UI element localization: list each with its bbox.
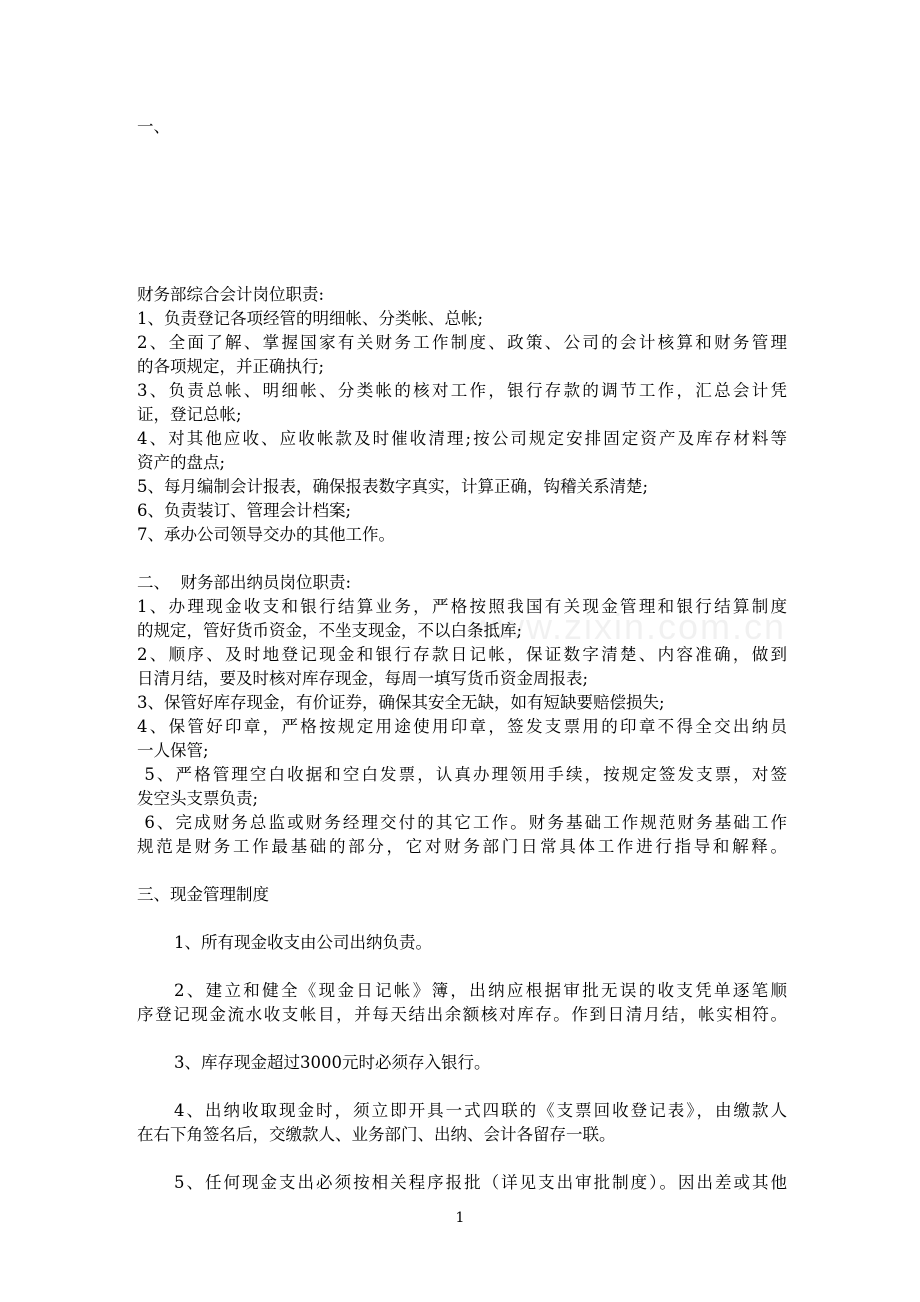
- section-3-line: 1、所有现金收支由公司出纳负责。: [174, 933, 432, 952]
- section-2-line: 2、顺序、及时地登记现金和银行存款日记帐，保证数字清楚、内容准确，做到: [137, 645, 787, 664]
- section-2-line: 3、保管好库存现金，有价证券，确保其安全无缺，如有短缺要赔偿损失;: [137, 693, 665, 712]
- section-2-title: 二、 财务部出纳员岗位职责:: [137, 573, 352, 592]
- section-1-line: 5、每月编制会计报表，确保报表数字真实，计算正确，钩稽关系清楚;: [137, 477, 649, 496]
- section-1-line: 证，登记总帐;: [137, 405, 242, 424]
- section-2-line: 5、严格管理空白收据和空白发票，认真办理领用手续，按规定签发支票，对签: [137, 765, 787, 784]
- heading-first: 一、: [137, 117, 170, 136]
- section-1-line: 1、负责登记各项经管的明细帐、分类帐、总帐;: [137, 309, 484, 328]
- section-1-line: 3、负责总帐、明细帐、分类帐的核对工作，银行存款的调节工作，汇总会计凭: [137, 381, 787, 400]
- section-1-line: 7、承办公司领导交办的其他工作。: [137, 525, 395, 544]
- page-number: 1: [455, 1210, 465, 1226]
- section-3-title: 三、现金管理制度: [137, 885, 269, 904]
- section-3-line: 3、库存现金超过3000元时必须存入银行。: [174, 1053, 491, 1072]
- section-1-line: 4、对其他应收、应收帐款及时催收清理;按公司规定安排固定资产及库存材料等: [137, 429, 787, 448]
- section-2-line: 发空头支票负责;: [137, 789, 259, 808]
- section-2-line: 一人保管;: [137, 741, 209, 760]
- section-3-line: 5、任何现金支出必须按相关程序报批（详见支出审批制度）。因出差或其他: [174, 1173, 787, 1192]
- section-1-title: 财务部综合会计岗位职责:: [137, 285, 325, 304]
- section-2-line: 的规定，管好货币资金，不坐支现金，不以白条抵库;: [137, 621, 523, 640]
- section-2-line: 4、保管好印章，严格按规定用途使用印章，签发支票用的印章不得全交出纳员: [137, 717, 787, 736]
- section-2-line: 6、完成财务总监或财务经理交付的其它工作。财务基础工作规范财务基础工作: [137, 813, 787, 832]
- section-1-line: 资产的盘点;: [137, 453, 226, 472]
- section-2-line: 1、办理现金收支和银行结算业务，严格按照我国有关现金管理和银行结算制度: [137, 597, 787, 616]
- section-2-line: 规范是财务工作最基础的部分，它对财务部门日常具体工作进行指导和解释。: [137, 837, 787, 856]
- section-3-line: 4、出纳收取现金时，须立即开具一式四联的《支票回收登记表》，由缴款人: [174, 1101, 787, 1120]
- section-3-line: 序登记现金流水收支帐目，并每天结出余额核对库存。作到日清月结，帐实相符。: [137, 1005, 787, 1024]
- section-3-line: 在右下角签名后，交缴款人、业务部门、出纳、会计各留存一联。: [137, 1125, 616, 1144]
- section-2-line: 日清月结，要及时核对库存现金，每周一填写货币资金周报表;: [137, 669, 589, 688]
- section-3-line: 2、建立和健全《现金日记帐》簿，出纳应根据审批无误的收支凭单逐笔顺: [174, 981, 787, 1000]
- watermark-text: www.zixin.com.cn: [470, 606, 787, 647]
- section-1-line: 的各项规定，并正确执行;: [137, 357, 325, 376]
- section-1-line: 6、负责装订、管理会计档案;: [137, 501, 352, 520]
- section-1-line: 2、全面了解、掌握国家有关财务工作制度、政策、公司的会计核算和财务管理: [137, 333, 787, 352]
